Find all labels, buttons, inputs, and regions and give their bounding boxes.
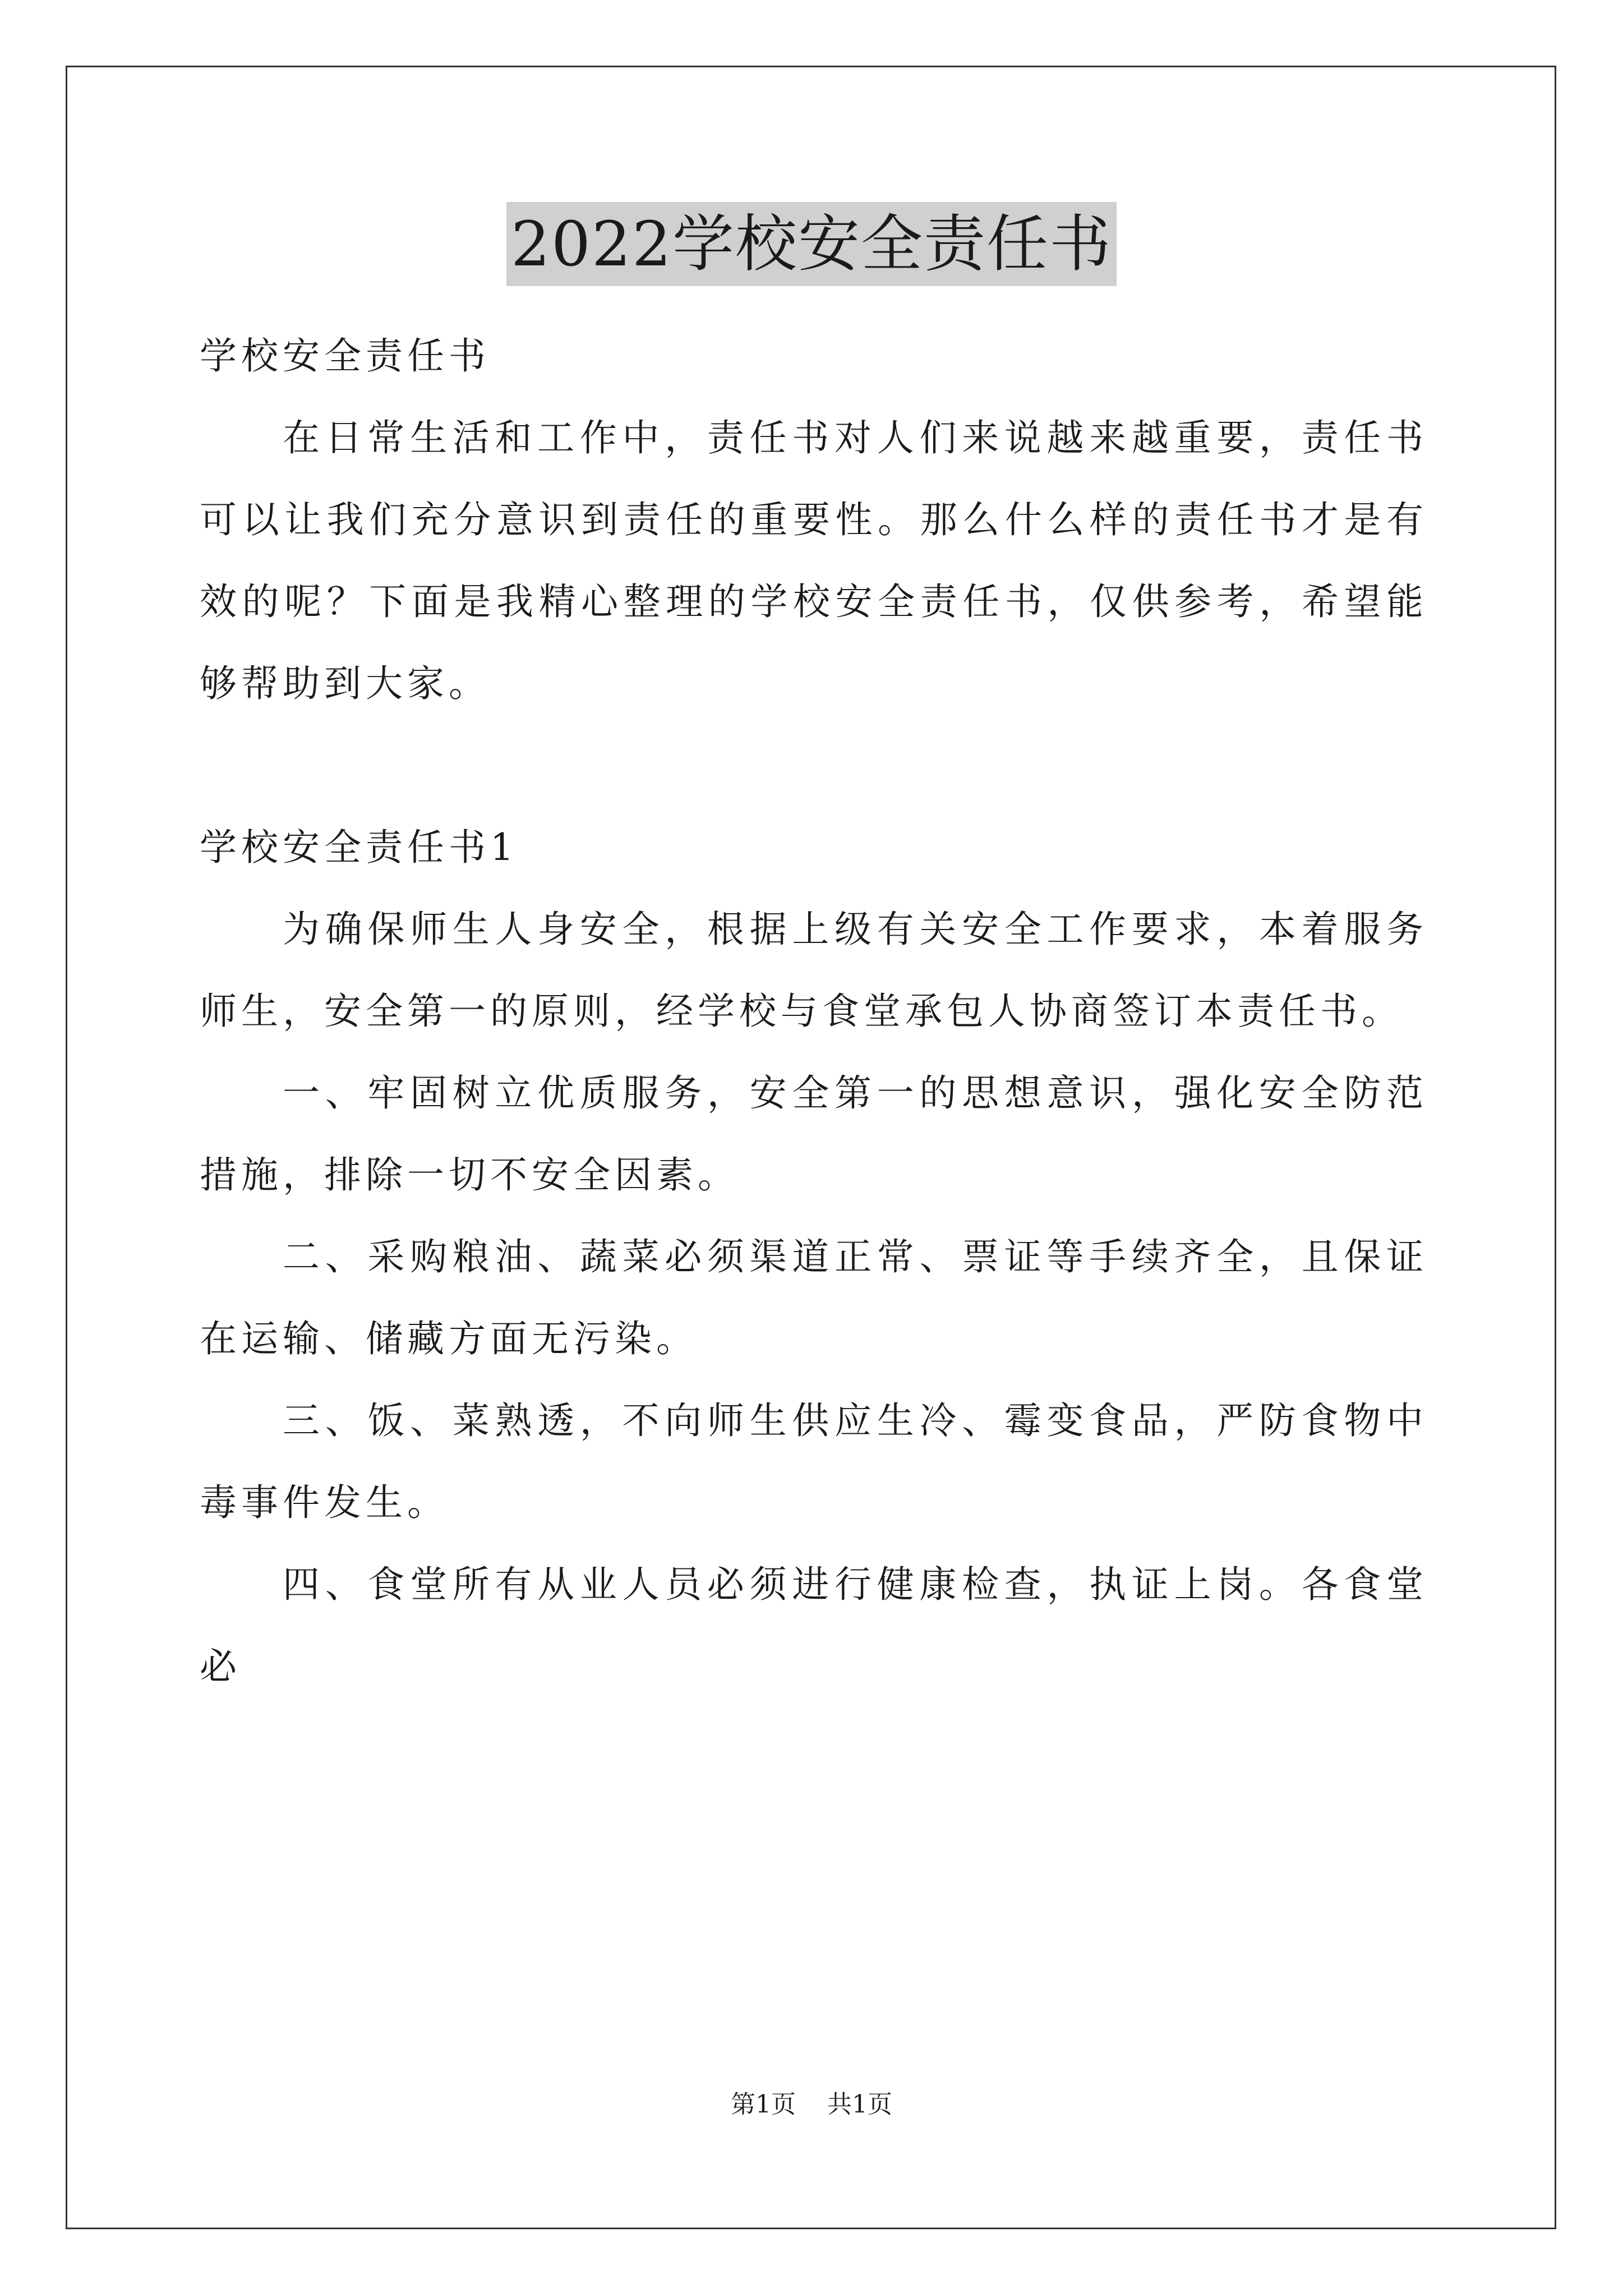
intro-paragraph: 在日常生活和工作中，责任书对人们来说越来越重要，责任书可以让我们充分意识到责任的重要性。那么什么样的责任书才是有效的呢？下面是我精心整理的学校安全责任书，仅供参考，希望能够帮助到大家。 bbox=[200, 416, 1428, 705]
clause-paragraph: 三、饭、菜熟透，不向师生供应生冷、霉变食品，严防食物中毒事件发生。 bbox=[200, 1399, 1428, 1524]
section-heading: 学校安全责任书 bbox=[200, 334, 490, 378]
document-body bbox=[200, 315, 1428, 1708]
body-paragraph: 为确保师生人身安全，根据上级有关安全工作要求，本着服务师生，安全第一的原则，经学校与食堂承包人协商签订本责任书。 bbox=[200, 908, 1428, 1033]
section-heading: 学校安全责任书1 bbox=[200, 826, 518, 869]
clause-paragraph: 一、牢固树立优质服务，安全第一的思想意识，强化安全防范措施，排除一切不安全因素。 bbox=[200, 1071, 1428, 1197]
page-number: 第1页 bbox=[731, 2090, 796, 2119]
page-total: 共1页 bbox=[827, 2090, 892, 2119]
document-title: 2022学校安全责任书 bbox=[506, 202, 1117, 286]
title-container bbox=[0, 202, 1623, 286]
clause-paragraph: 四、食堂所有从业人员必须进行健康检查，执证上岗。各食堂必 bbox=[200, 1563, 1428, 1688]
clause-paragraph: 二、采购粮油、蔬菜必须渠道正常、票证等手续齐全，且保证在运输、储藏方面无污染。 bbox=[200, 1235, 1428, 1360]
page-footer bbox=[0, 2088, 1623, 2122]
